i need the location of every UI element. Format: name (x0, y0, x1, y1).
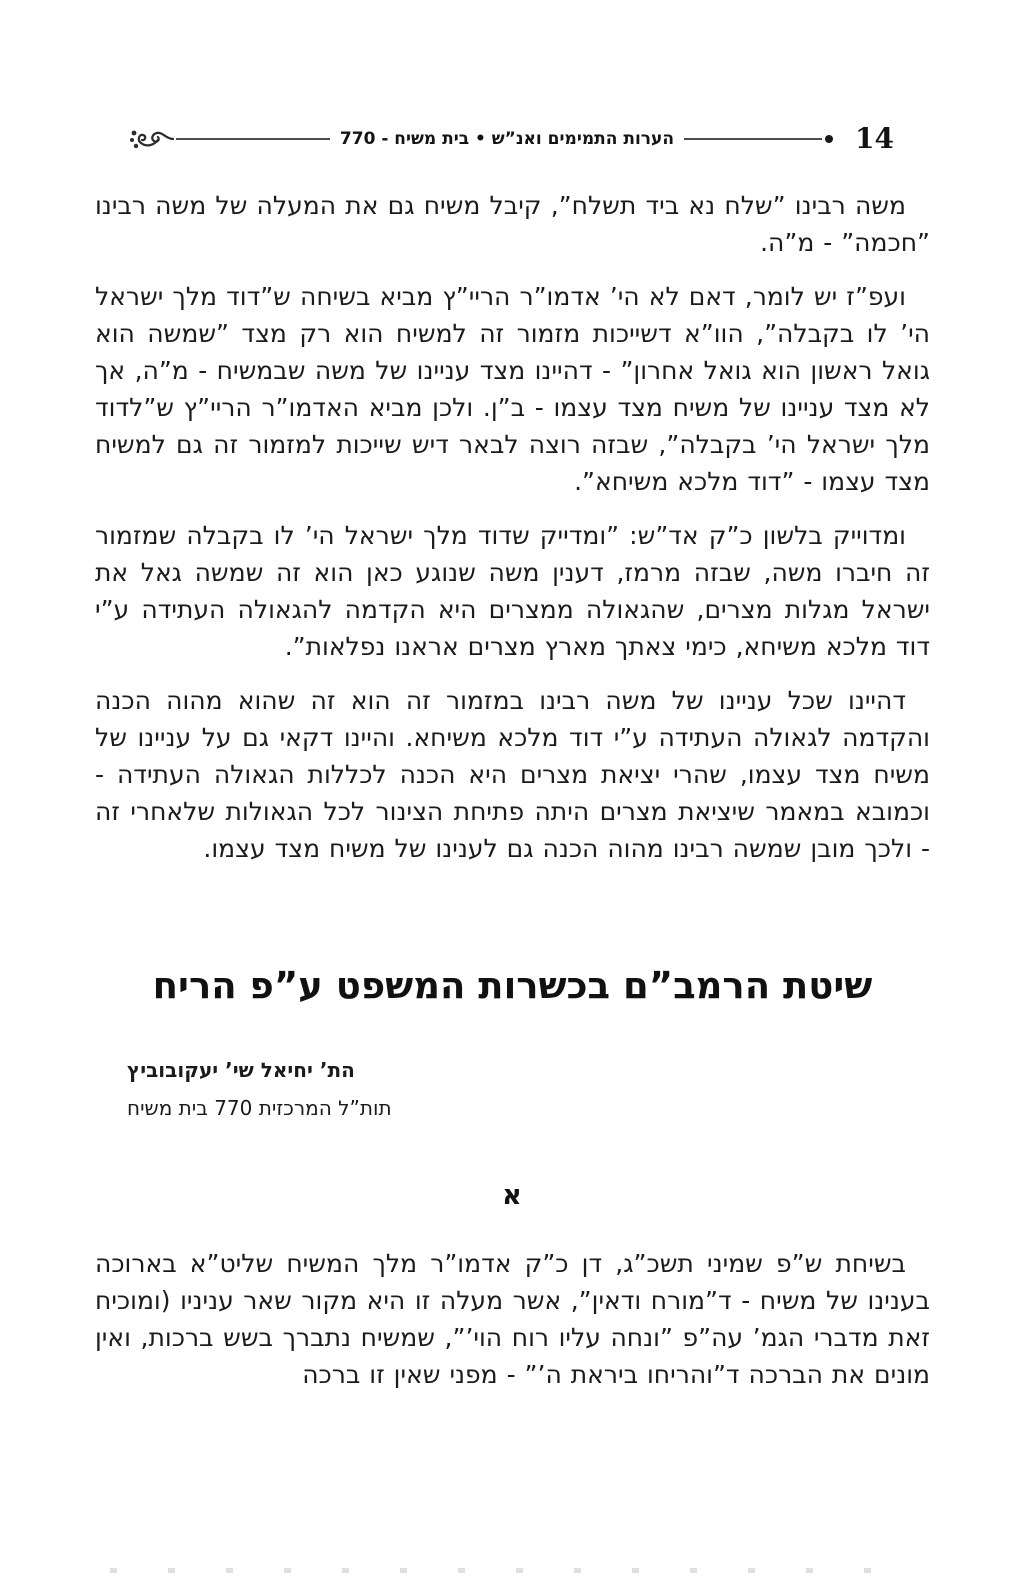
floral-flourish-icon (128, 125, 174, 153)
previous-article-body (95, 187, 930, 957)
header-rule-right (684, 138, 822, 140)
section-marker: א (502, 1180, 522, 1211)
article-body (95, 1245, 930, 1575)
author-block (127, 1051, 392, 1127)
author-name: הת’ יחיאל שי’ יעקובוביץ (127, 1058, 355, 1082)
paragraph: בשיחת ש”פ שמיני תשכ”ג, דן כ”ק אדמו”ר מלך המשיח שליט”א בארוכה בענינו של משיח - ד”מורח ודאין”, אשר מעלה זו היא מקור שאר עניניו (ומוכיח זאת מדברי הגמ’ עה”פ ”ונחה עליו רוח הוי’”, שמשיח נתברך בשש ברכות, ואין מונים את הברכה ד”והריחו ביראת ה’” - מפני שאין זו ברכה (95, 1249, 930, 1389)
page-number: 14 (855, 122, 894, 155)
paragraph: משה רבינו ”שלח נא ביד תשלח”, קיבל משיח גם את המעלה של משה רבינו ”חכמה” - מ”ה. (95, 191, 930, 257)
paragraph: ועפ”ז יש לומר, דאם לא הי’ אדמו”ר הריי”ץ מביא בשיחה ש”דוד מלך ישראל הי’ לו בקבלה”, הוו”א דשייכות מזמור זה למשיח הוא רק מצד ”שמשה הוא גואל ראשון הוא גואל אחרון” - דהיינו מצד עניינו של משה שבמשיח - מ”ה, אך לא מצד עניינו של משיח מצד עצמו - ב”ן. ולכן מביא האדמו”ר הריי”ץ ש”לדוד מלך ישראל הי’ בקבלה”, שבזה רוצה לבאר דיש שייכות למזמור זה גם למשיח מצד עצמו - ”דוד מלכא משיחא”. (95, 282, 930, 496)
page-header (128, 122, 894, 156)
header-rule-left (176, 138, 330, 140)
bullet-dot-icon (825, 135, 833, 143)
journal-title: הערות התמימים ואנ”ש • בית משיח - 770 (339, 129, 675, 149)
clipped-next-line-artifact (110, 1568, 914, 1573)
paragraph: ומדוייק בלשון כ”ק אד”ש: ”ומדייק שדוד מלך ישראל הי’ לו בקבלה שמזמור זה חיברו משה, שבזה מרמז, דענין משה שנוגע כאן הוא זה שמשה גאל את ישראל מגלות מצרים, שהגאולה ממצרים היא הקדמה להגאולה העתידה ע”י דוד מלכא משיחא, כימי צאתך מארץ מצרים אראנו נפלאות”. (95, 521, 930, 661)
paragraph: דהיינו שכל עניינו של משה רבינו במזמור זה הוא זה שהוא מהוה הכנה והקדמה לגאולה העתידה ע”י דוד מלכא משיחא. והיינו דקאי גם על עניינו של משיח מצד עצמו, שהרי יציאת מצרים היא הכנה לכללות הגאולה העתידה - וכמובא במאמר שיציאת מצרים היתה פתיחת הצינור לכל הגאולות שלאחרי זה - ולכך מובן שמשה רבינו מהוה הכנה גם לענינו של משיח מצד עצמו. (95, 686, 930, 863)
author-affiliation: תות”ל המרכזית 770 בית משיח (127, 1096, 392, 1120)
article-title: שיטת הרמב”ם בכשרות המשפט ע”פ הריח (152, 964, 873, 1007)
